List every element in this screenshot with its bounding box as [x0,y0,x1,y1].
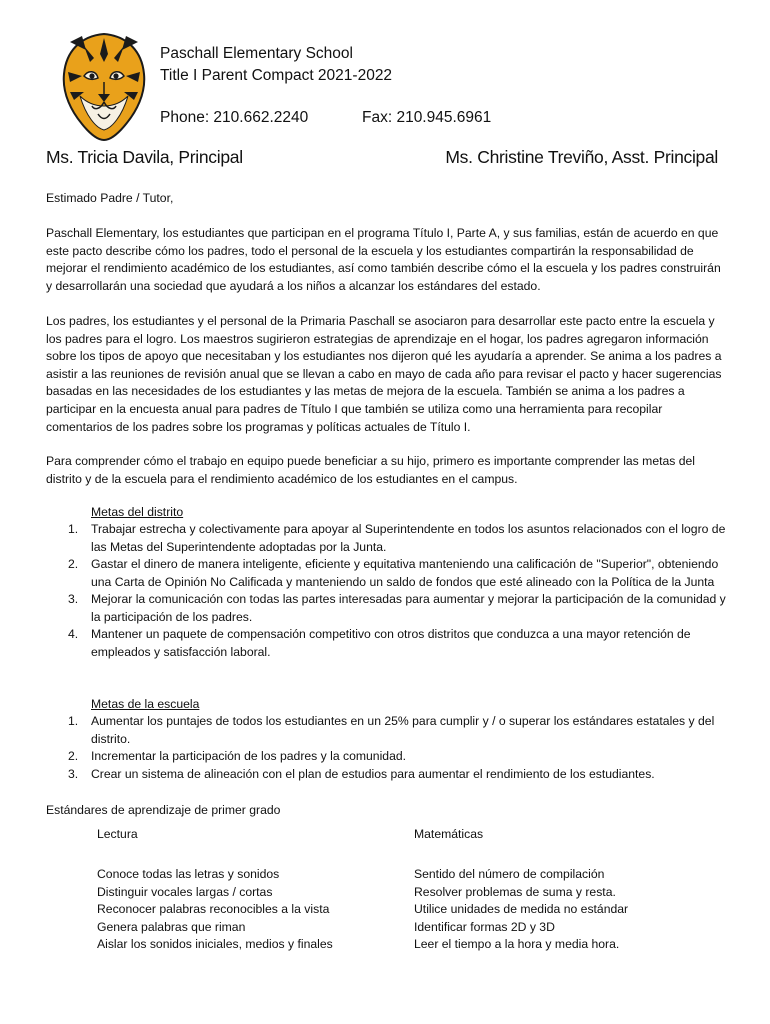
list-text: Trabajar estrecha y colectivamente para apoyar al Superintendente en todos los asuntos relacionados con el logro de las Metas del Superintendente adoptadas por la Junta. [91,522,726,554]
list-item [46,766,726,784]
list-item: Distinguir vocales largas / cortas [97,884,273,899]
list-item: Genera palabras que riman [97,919,246,934]
list-text: Aumentar los puntajes de todos los estudiantes en un 25% para cumplir y / o superar los estándares estatales y del distrito. [91,714,715,746]
list-item [46,591,726,626]
list-item [46,556,726,591]
district-goals-list [46,521,726,661]
district-goals-title: Metas del distrito [91,505,184,519]
list-item: Reconocer palabras reconocibles a la vista [97,902,330,917]
list-text: Mantener un paquete de compensación competitivo con otros distritos que conduzca a una mayor retención de empleados y satisfacción laboral. [91,627,691,659]
principal-name: Ms. Tricia Davila, Principal [46,147,243,167]
school-name: Paschall Elementary School [160,45,353,62]
greeting: Estimado Padre / Tutor, [46,191,174,205]
tiger-logo-icon [60,32,148,142]
list-number: 1. [68,522,79,536]
school-goals-list [46,713,726,783]
paragraph-goals-intro: Para comprender cómo el trabajo en equipo puede beneficiar a su hijo, primero es importante comprender las metas del distrito y de la escuela para el rendimiento académico de los estudiantes en el campus. [46,454,696,486]
list-item [46,521,726,556]
list-item [46,713,726,748]
list-item: Sentido del número de compilación [414,867,605,881]
math-list [414,866,628,954]
compact-title: Title I Parent Compact 2021-2022 [160,67,393,84]
paragraph-intro: Paschall Elementary, los estudiantes que participan en el programa Título I, Parte A, y sus familias, están de acuerdo en que este pacto describe cómo los padres, todo el personal de la escuela y los estudiantes compartirán la responsabilidad de mejorar el rendimiento académico de los estudiantes, así como también describe cómo el la escuela y los padres construirán y desarrollarán una sociedad que ayudará a los niños a alcanzar los estándares del estado. [46,226,721,293]
list-number: 2. [68,557,79,571]
asst-principal-name: Ms. Christine Treviño, Asst. Principal [445,147,718,167]
list-number: 3. [68,766,79,781]
list-number: 4. [68,627,79,641]
list-number: 1. [68,714,79,728]
list-item: Identificar formas 2D y 3D [414,919,555,934]
list-item: Leer el tiempo a la hora y media hora. [414,937,620,952]
list-item: Aislar los sonidos iniciales, medios y finales [97,937,333,952]
reading-heading: Lectura [97,827,138,841]
list-item [46,748,726,766]
school-goals-title: Metas de la escuela [91,697,200,711]
phone-number: Phone: 210.662.2240 [160,109,309,126]
paragraph-partnership: Los padres, los estudiantes y el personal de la Primaria Paschall se asociaron para desarrollar este pacto entre la escuela y los padres para el logro. Los maestros sugirieron estrategias de aprendizaje en el hogar, los padres agregaron información sobre los tipos de apoyo que necesitaban y los estudiantes nos dijeron qué les ayudaría a aprender. Se anima a los padres a asistir a las reuniones de revisión anual que se llevan a cabo en mayo de cada año para revisar el pacto y hacer sugerencias basadas en las necesidades de los estudiantes y las metas de mejora de la escuela. También se anima a los padres a participar en la encuesta anual para padres de Título I que también se utiliza como una herramienta para recopilar comentarios de los padres sobre los programas y políticas actuales de Título I. [46,314,722,434]
fax-number: Fax: 210.945.6961 [362,109,492,126]
math-heading: Matemáticas [414,827,484,841]
list-number: 3. [68,592,79,606]
list-number: 2. [68,749,79,763]
list-item: Resolver problemas de suma y resta. [414,884,616,899]
list-item [46,626,726,661]
list-text: Mejorar la comunicación con todas las partes interesadas para aumentar y mejorar la participación de la comunidad y la participación de los padres. [91,592,726,624]
list-text: Incrementar la participación de los padres y la comunidad. [91,749,407,763]
list-text: Crear un sistema de alineación con el plan de estudios para aumentar el rendimiento de los estudiantes. [91,766,655,781]
reading-list [97,866,333,954]
standards-title: Estándares de aprendizaje de primer grado [46,803,281,817]
list-item: Utilice unidades de medida no estándar [414,902,629,917]
list-text: Gastar el dinero de manera inteligente, eficiente y equitativa manteniendo una calificación de "Superior", obteniendo una Carta de Opinión No Calificada y manteniendo un saldo de fondos que esté alineado con la Política de la Junta [91,557,719,589]
list-item: Conoce todas las letras y sonidos [97,867,280,881]
